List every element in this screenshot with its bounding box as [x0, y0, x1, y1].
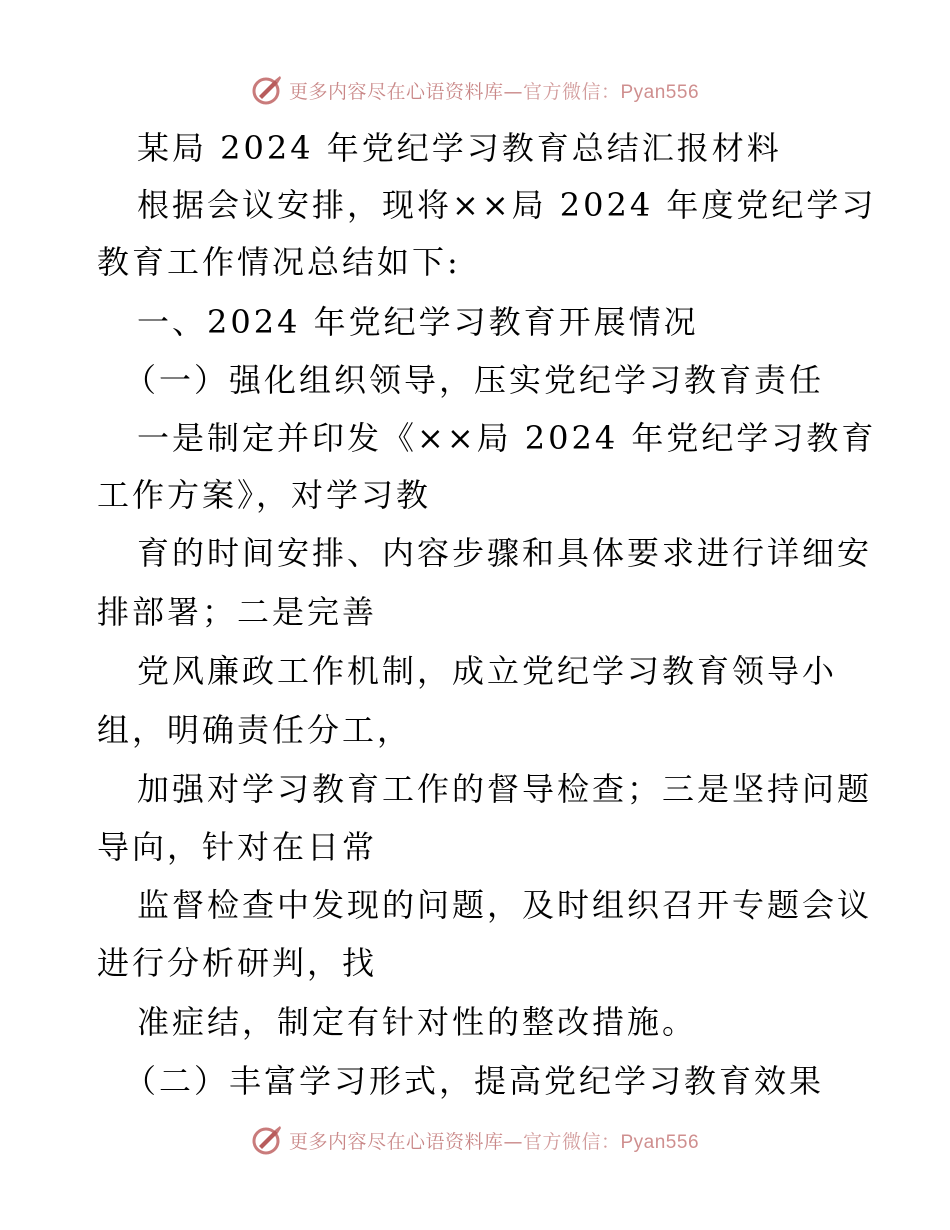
- quill-logo-icon: [251, 1124, 283, 1156]
- quill-logo-icon: [251, 74, 283, 106]
- watermark-label: 官方微信：: [522, 80, 621, 103]
- paragraph-line: 加强对学习教育工作的督导检查；三是坚持问题: [137, 770, 873, 808]
- subsection-heading: （二）丰富学习形式，提高党纪学习教育效果: [124, 1062, 825, 1100]
- paragraph-line: 教育工作情况总结如下:: [97, 243, 461, 281]
- paragraph-line: 工作方案》，对学习教: [97, 476, 432, 514]
- watermark-label: 官方微信：: [522, 1130, 621, 1153]
- paragraph-line: 准症结，制定有针对性的整改措施。: [137, 1003, 698, 1041]
- paragraph-line: 根据会议安排，现将××局 2024 年度党纪学习: [137, 186, 877, 224]
- paragraph-line: 导向，针对在日常: [97, 828, 378, 866]
- watermark-id: Pyan556: [620, 81, 700, 103]
- watermark-footer: [0, 1122, 950, 1158]
- watermark-site: 更多内容尽在心语资料库: [288, 1130, 504, 1153]
- watermark-dash: —: [503, 80, 523, 103]
- subsection-heading: （一）强化组织领导，压实党纪学习教育责任: [124, 361, 825, 399]
- section-heading: 一、2024 年党纪学习教育开展情况: [137, 303, 699, 341]
- watermark-dash: —: [503, 1130, 523, 1153]
- document-title: 某局 2024 年党纪学习教育总结汇报材料: [137, 129, 782, 167]
- paragraph-line: 排部署；二是完善: [97, 593, 378, 631]
- watermark-text: [289, 1127, 699, 1154]
- watermark-site: 更多内容尽在心语资料库: [288, 80, 504, 103]
- watermark-id: Pyan556: [620, 1131, 700, 1153]
- paragraph-line: 一是制定并印发《××局 2024 年党纪学习教育: [137, 419, 877, 457]
- watermark-text: [289, 77, 699, 104]
- paragraph-line: 监督检查中发现的问题，及时组织召开专题会议: [137, 886, 873, 924]
- paragraph-line: 育的时间安排、内容步骤和具体要求进行详细安: [137, 534, 873, 572]
- paragraph-line: 党风廉政工作机制，成立党纪学习教育领导小: [137, 652, 838, 690]
- watermark-header: [0, 72, 950, 108]
- paragraph-line: 组，明确责任分工，: [97, 711, 413, 749]
- paragraph-line: 进行分析研判，找: [97, 944, 378, 982]
